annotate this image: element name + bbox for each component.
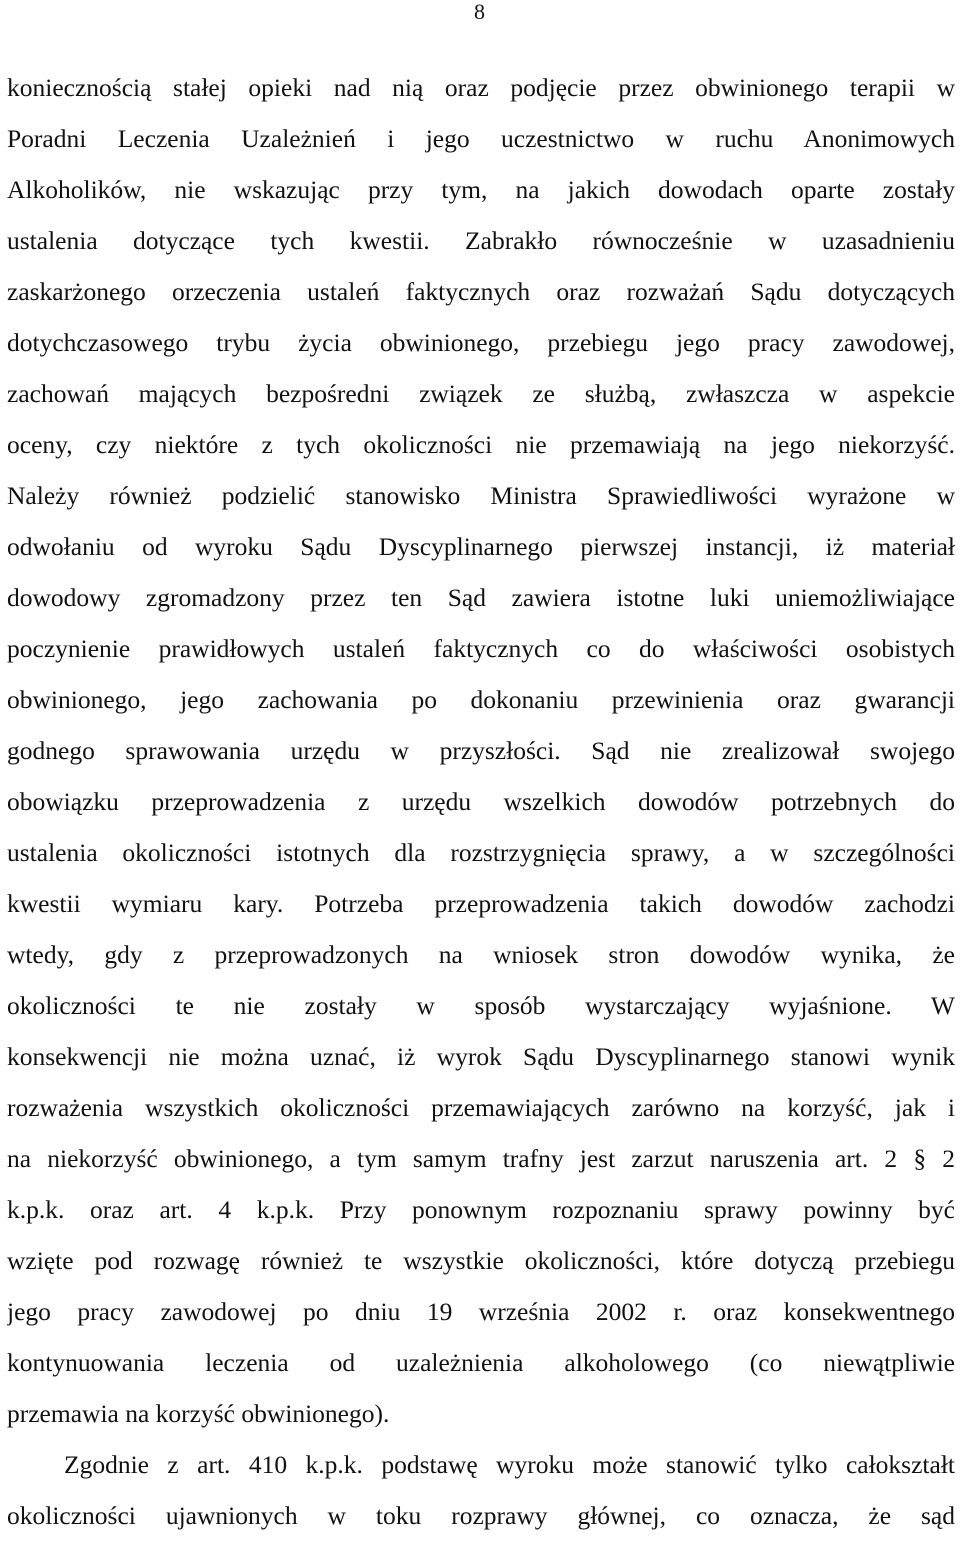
text-line: Należy również podzielić stanowisko Ministra Sprawiedliwości wyrażone w	[7, 481, 955, 510]
text-line: konsekwencji nie można uznać, iż wyrok Sądu Dyscyplinarnego stanowi wynik	[7, 1042, 955, 1071]
text-line: rozważenia wszystkich okoliczności przemawiających zarówno na korzyść, jak i	[7, 1093, 955, 1122]
text-line: godnego sprawowania urzędu w przyszłości. Sąd nie zrealizował swojego	[7, 736, 955, 765]
text-line: oceny, czy niektóre z tych okoliczności nie przemawiają na jego niekorzyść.	[7, 430, 955, 459]
text-line: wzięte pod rozwagę również te wszystkie okoliczności, które dotyczą przebiegu	[7, 1246, 955, 1275]
text-line: Poradni Leczenia Uzależnień i jego uczestnictwo w ruchu Anonimowych	[7, 124, 955, 153]
text-line: dotychczasowego trybu życia obwinionego, przebiegu jego pracy zawodowej,	[7, 328, 955, 357]
text-line: zaskarżonego orzeczenia ustaleń faktycznych oraz rozważań Sądu dotyczących	[7, 277, 955, 306]
text-line: okoliczności te nie zostały w sposób wystarczający wyjaśnione. W	[7, 991, 955, 1020]
text-line: ustalenia dotyczące tych kwestii. Zabrakło równocześnie w uzasadnieniu	[7, 226, 955, 255]
page-number: 8	[474, 0, 485, 24]
document-body	[7, 62, 955, 1541]
text-line: jego pracy zawodowej po dniu 19 września 2002 r. oraz konsekwentnego	[7, 1297, 955, 1326]
text-line: Alkoholików, nie wskazując przy tym, na jakich dowodach oparte zostały	[7, 175, 955, 204]
text-line: wtedy, gdy z przeprowadzonych na wniosek stron dowodów wynika, że	[7, 940, 955, 969]
text-line: Zgodnie z art. 410 k.p.k. podstawę wyroku może stanowić tylko całokształt	[64, 1450, 955, 1479]
text-line: obowiązku przeprowadzenia z urzędu wszelkich dowodów potrzebnych do	[7, 787, 955, 816]
text-line: odwołaniu od wyroku Sądu Dyscyplinarnego pierwszej instancji, iż materiał	[7, 532, 955, 561]
text-line: zachowań mających bezpośredni związek ze służbą, zwłaszcza w aspekcie	[7, 379, 955, 408]
text-line: koniecznością stałej opieki nad nią oraz podjęcie przez obwinionego terapii w	[7, 73, 955, 102]
text-line: na niekorzyść obwinionego, a tym samym trafny jest zarzut naruszenia art. 2 § 2	[7, 1144, 955, 1173]
text-line: okoliczności ujawnionych w toku rozprawy głównej, co oznacza, że sąd	[7, 1501, 955, 1530]
text-line: poczynienie prawidłowych ustaleń faktycznych co do właściwości osobistych	[7, 634, 955, 663]
text-line: ustalenia okoliczności istotnych dla rozstrzygnięcia sprawy, a w szczególności	[7, 838, 955, 867]
text-line: dowodowy zgromadzony przez ten Sąd zawiera istotne luki uniemożliwiające	[7, 583, 955, 612]
text-line: kontynuowania leczenia od uzależnienia alkoholowego (co niewątpliwie	[7, 1348, 955, 1377]
text-line: przemawia na korzyść obwinionego).	[7, 1399, 390, 1428]
text-line: obwinionego, jego zachowania po dokonaniu przewinienia oraz gwarancji	[7, 685, 955, 714]
text-line: k.p.k. oraz art. 4 k.p.k. Przy ponownym rozpoznaniu sprawy powinny być	[7, 1195, 955, 1224]
text-line: kwestii wymiaru kary. Potrzeba przeprowadzenia takich dowodów zachodzi	[7, 889, 955, 918]
